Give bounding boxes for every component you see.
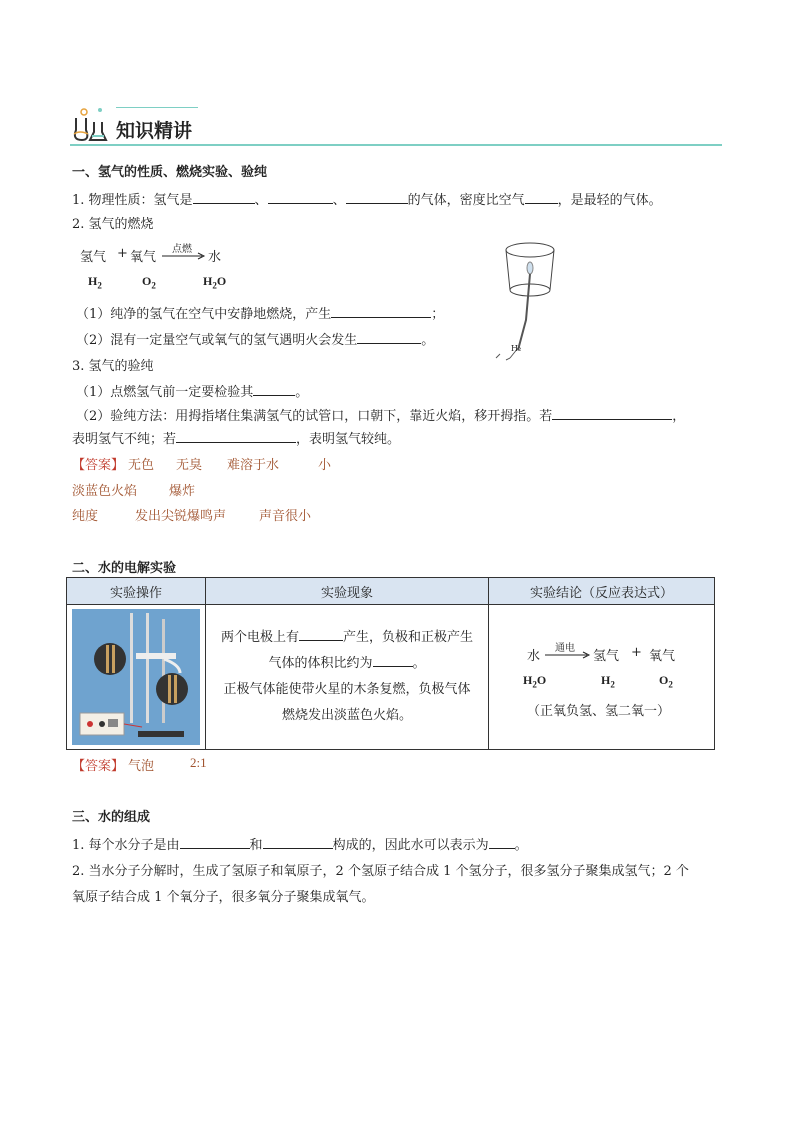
arrow-icon [162, 252, 206, 260]
page-title: 知识精讲 [116, 120, 193, 142]
s3-line2: 2. 当水分子分解时，生成了氢原子和氧原子，2 个氢原子结合成 1 个氢分子，很多氢分子聚集成氢气；2 个 [72, 864, 689, 879]
table-header: 实验操作 [67, 578, 206, 605]
s1-q4-cont: 表明氢气不纯；若 ，表明氢气较纯。 [72, 432, 401, 447]
s1-q1: （1）纯净的氢气在空气中安静地燃烧，产生 ； [76, 307, 445, 322]
s1-q4: （2）验纯方法：用拇指堵住集满氢气的试管口，口朝下，靠近火焰，移开拇指。若 ， [76, 409, 686, 424]
s1-line1: 1. 物理性质：氢气是 、 、 的气体，密度比空气 ，是最轻的气体。 [72, 193, 662, 208]
lab-flask-icon [70, 104, 112, 144]
s1-q3: （1）点燃氢气前一定要检验其 。 [76, 385, 309, 400]
header-rule-top [116, 107, 198, 108]
s3-line3: 氧原子结合成 1 个氧分子，很多氧分子聚集成氧气。 [72, 890, 375, 905]
s1-q2: （2）混有一定量空气或氧气的氢气遇明火会发生 。 [76, 333, 435, 348]
section1-title: 一、氢气的性质、燃烧实验、验纯 [72, 165, 268, 180]
conclusion-cell: 水 通电 氢气 + 氧气 $H_2O$ $H_2$ $O_2$ （正氧负氢、氢二氧一） [489, 605, 715, 750]
phenomenon-cell: 两个电极上有 产生，负极和正极产生 气体的体积比约为 。 正极气体能使带火星的木条复燃，负极气体 燃烧发出淡蓝色火焰。 [206, 605, 489, 750]
s1-line2: 2. 氢气的燃烧 [72, 217, 154, 232]
header-rule [70, 144, 722, 146]
hydrogen-burning-figure [488, 240, 568, 365]
arrow-icon [545, 651, 591, 659]
apparatus-cell [67, 605, 206, 750]
s3-line1: 1. 每个水分子是由 和 构成的，因此水可以表示为 。 [72, 838, 528, 853]
fig-h2-label: H₂ [511, 344, 522, 353]
section2-title: 二、水的电解实验 [72, 561, 177, 576]
electrolysis-table [66, 577, 715, 750]
s1-line3: 3. 氢气的验纯 [72, 359, 154, 374]
electrolysis-apparatus-image [72, 609, 200, 745]
table-header: 实验结论（反应表达式） [489, 578, 715, 605]
section3-title: 三、水的组成 [72, 810, 151, 825]
table-header: 实验现象 [206, 578, 489, 605]
